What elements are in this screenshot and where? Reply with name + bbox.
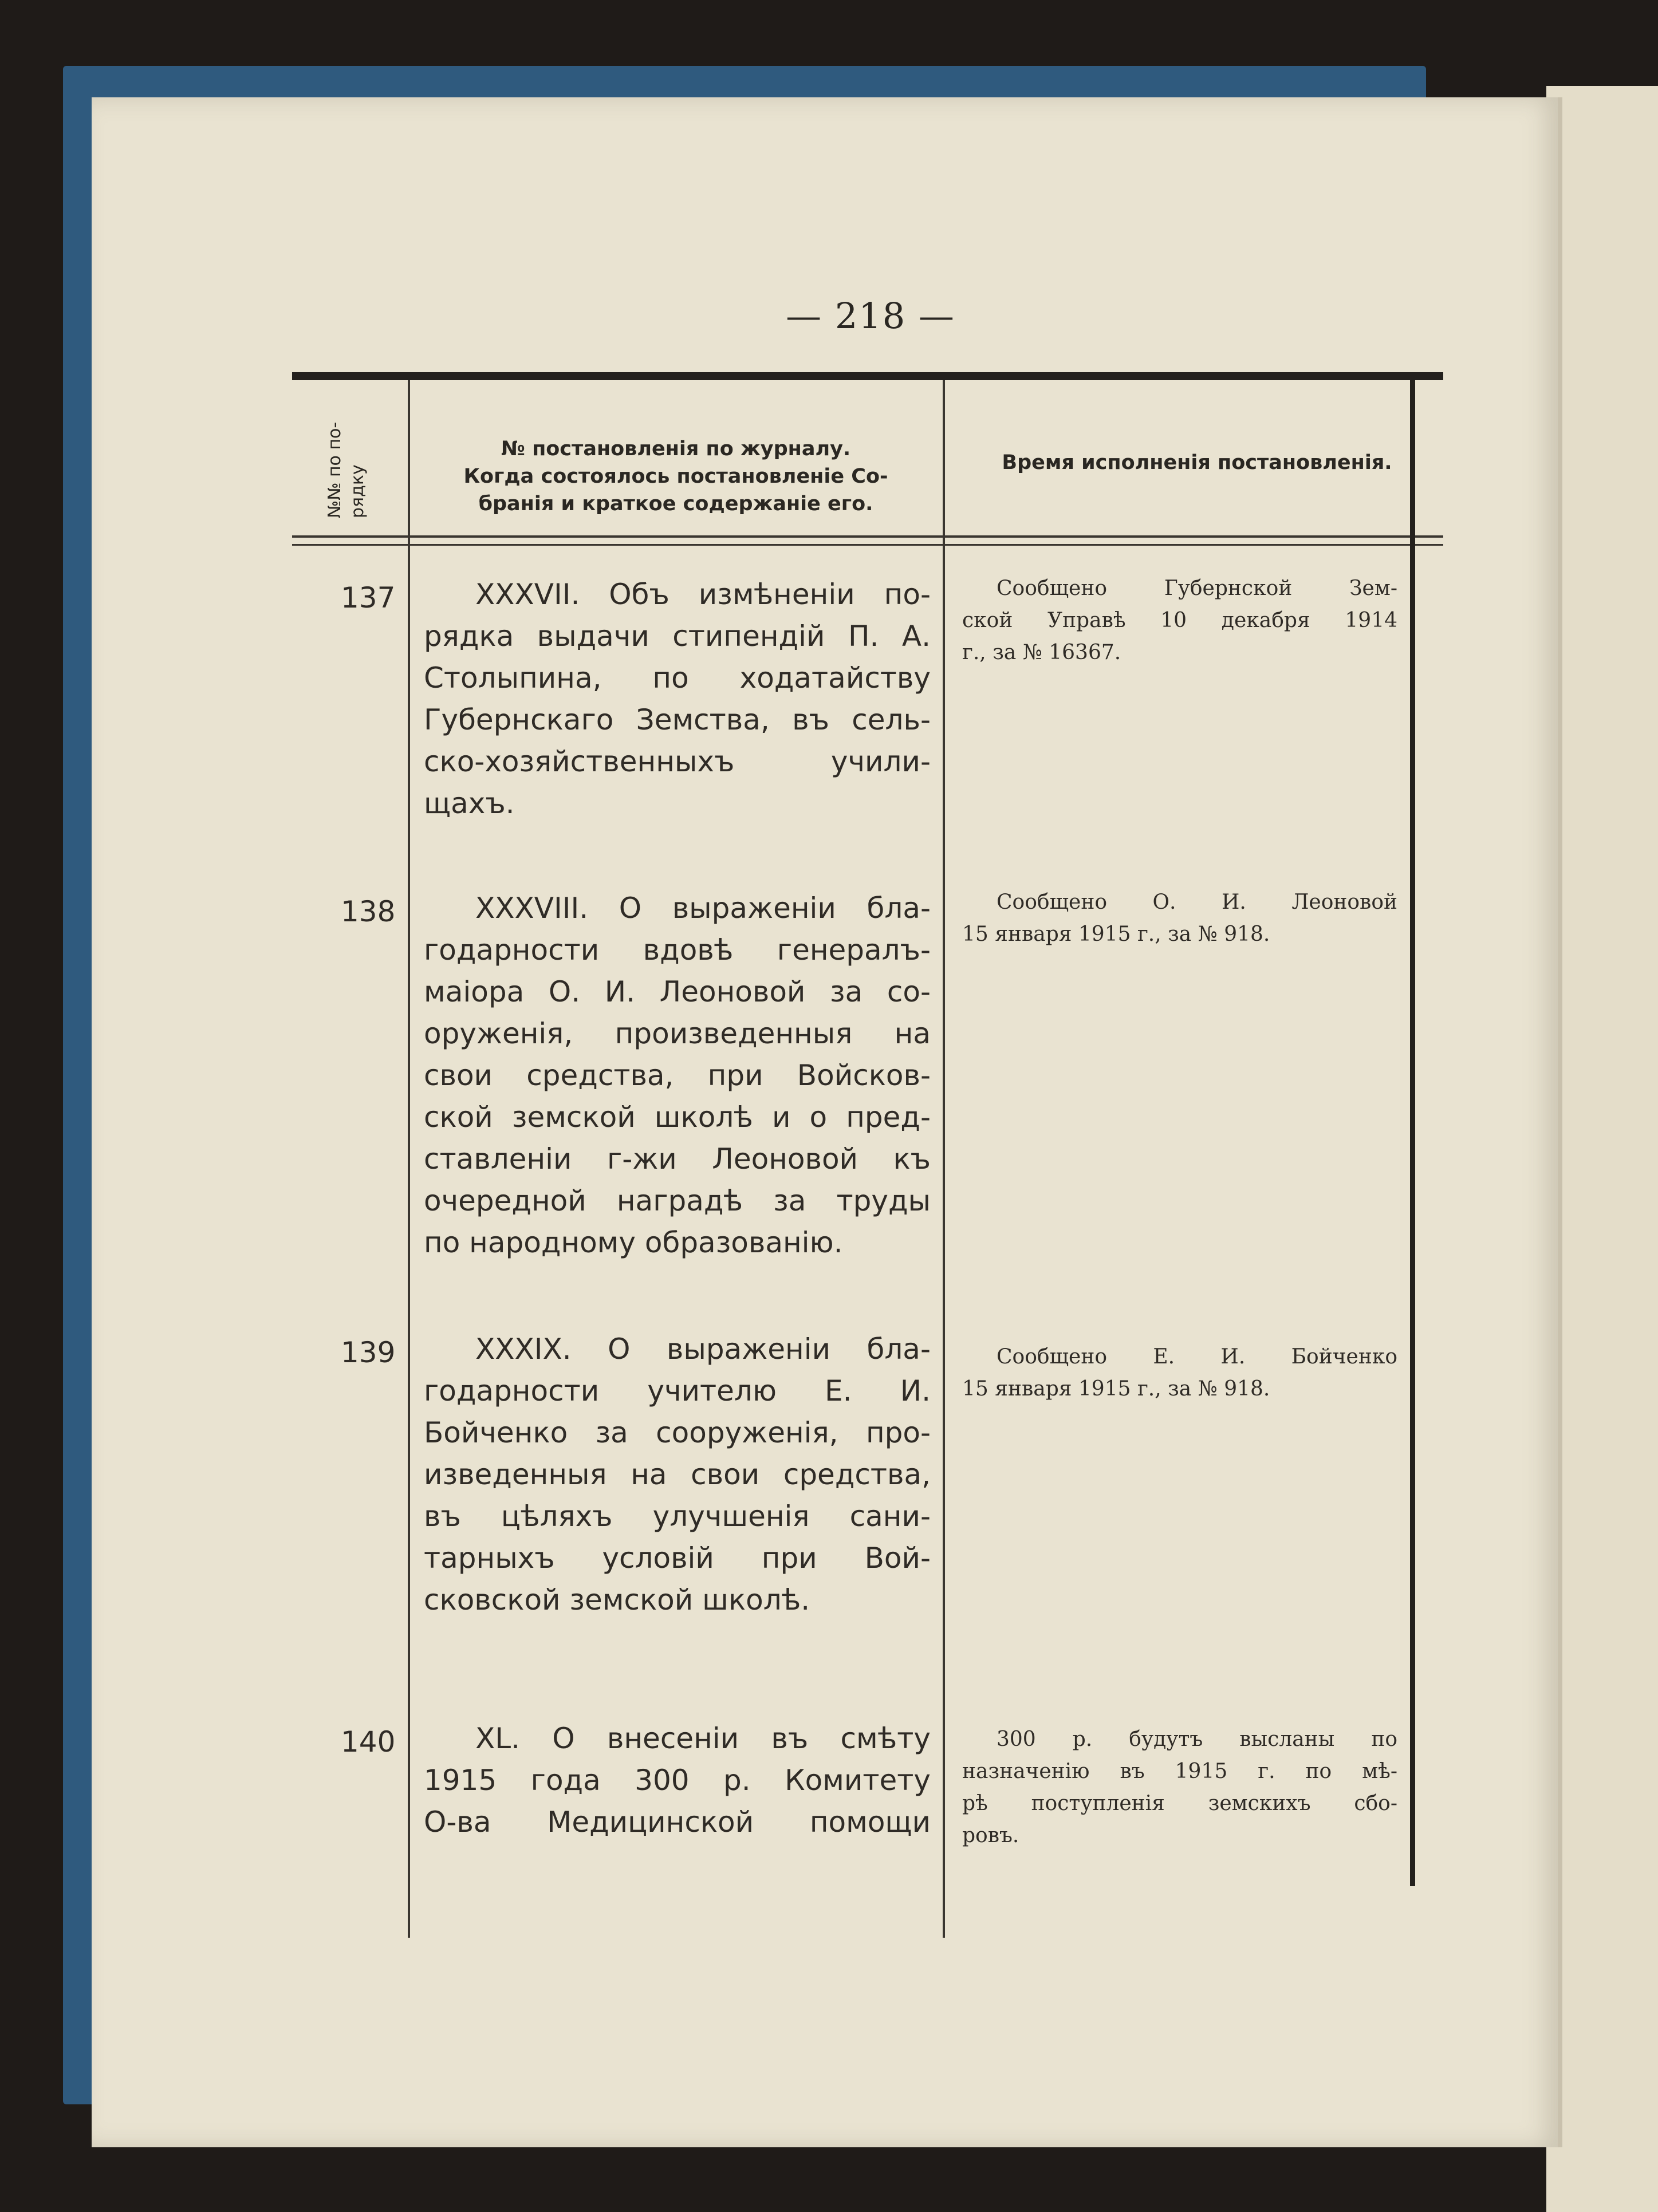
text-line: свои средства, при Войсков-: [424, 1059, 931, 1092]
text-line: ско-хозяйственныхъ учили-: [424, 745, 931, 778]
row-resolution-text: [424, 574, 931, 825]
text-line: годарности учителю Е. И.: [424, 1374, 931, 1407]
text-line: по народному образованію.: [424, 1226, 843, 1259]
text-line: тарныхъ условій при Вой-: [424, 1541, 931, 1575]
header-resolution-line: Когда состоялось постановленіе Со-: [463, 465, 888, 488]
exec-line: 300 р. будутъ высланы по: [997, 1728, 1397, 1751]
text-line: Столыпина, по ходатайству: [424, 661, 931, 695]
text-line: О-ва Медицинской помощи: [424, 1805, 931, 1839]
text-line: 1915 года 300 р. Комитету: [424, 1764, 931, 1797]
row-execution-text: [962, 573, 1397, 669]
table-top-rule: [292, 372, 1443, 380]
header-bottom-rule: [292, 535, 1443, 538]
row-resolution-text: [424, 1718, 931, 1843]
facing-page-edge: [1546, 86, 1658, 2212]
text-line: ской земской школѣ и о пред-: [424, 1101, 931, 1134]
text-line: ставленіи г-жи Леоновой къ: [424, 1142, 931, 1176]
exec-line: 15 января 1915 г., за № 918.: [962, 922, 1270, 946]
row-execution-text: [962, 886, 1397, 951]
text-line: щахъ.: [424, 787, 515, 820]
text-line: XXXIX. О выраженіи бла-: [475, 1332, 931, 1366]
header-resolution-line: № постановленія по журналу.: [501, 437, 851, 460]
header-index-line: рядку: [348, 464, 368, 518]
header-bottom-rule-second: [292, 544, 1443, 546]
row-resolution-text: [424, 888, 931, 1264]
exec-line: Сообщено О. И. Леоновой: [997, 890, 1397, 914]
text-line: маіора О. И. Леоновой за со-: [424, 975, 931, 1008]
text-line: XXXVIII. О выраженіи бла-: [475, 892, 931, 925]
row-execution-text: [962, 1724, 1397, 1852]
text-line: XL. О внесеніи въ смѣту: [475, 1722, 931, 1755]
column-divider-resolution: [943, 380, 945, 1938]
exec-line: ской Управѣ 10 декабря 1914: [962, 609, 1397, 632]
text-line: рядка выдачи стипендій П. А.: [424, 620, 931, 653]
header-index-line: №№ по по-: [325, 421, 345, 518]
exec-line: назначенію въ 1915 г. по мѣ-: [962, 1760, 1397, 1783]
exec-line: г., за № 16367.: [962, 641, 1121, 664]
header-index-column: [324, 381, 369, 518]
text-line: годарности вдовѣ генералъ-: [424, 933, 931, 967]
text-line: очередной наградѣ за труды: [424, 1184, 931, 1217]
header-resolution-line: бранія и краткое содержаніе его.: [478, 492, 873, 515]
exec-line: Сообщено Губернской Зем-: [997, 577, 1397, 600]
row-resolution-text: [424, 1328, 931, 1621]
row-number: 139: [341, 1336, 396, 1369]
exec-line: ровъ.: [962, 1824, 1019, 1847]
text-line: оруженія, произведенныя на: [424, 1017, 931, 1050]
text-line: XXXVII. Объ измѣненіи по-: [475, 578, 931, 611]
page-edge: [1558, 97, 1562, 2147]
page-number: — 218 —: [786, 295, 955, 337]
row-number: 140: [341, 1725, 396, 1758]
text-line: изведенныя на свои средства,: [424, 1458, 931, 1491]
text-line: Губернскаго Земства, въ сель-: [424, 703, 931, 736]
text-line: сковской земской школѣ.: [424, 1583, 810, 1616]
text-line: Бойченко за сооруженія, про-: [424, 1416, 931, 1449]
exec-line: Сообщено Е. И. Бойченко: [997, 1345, 1397, 1369]
row-number: 138: [341, 895, 396, 928]
header-resolution-column: [418, 435, 934, 518]
text-line: въ цѣляхъ улучшенія сани-: [424, 1500, 931, 1533]
row-number: 137: [341, 581, 396, 614]
exec-line: рѣ поступленія земскихъ сбо-: [962, 1792, 1397, 1815]
header-execution-column: Время исполненія постановленія.: [1002, 451, 1392, 474]
table-right-border: [1410, 380, 1415, 1886]
row-execution-text: [962, 1341, 1397, 1405]
exec-line: 15 января 1915 г., за № 918.: [962, 1377, 1270, 1401]
